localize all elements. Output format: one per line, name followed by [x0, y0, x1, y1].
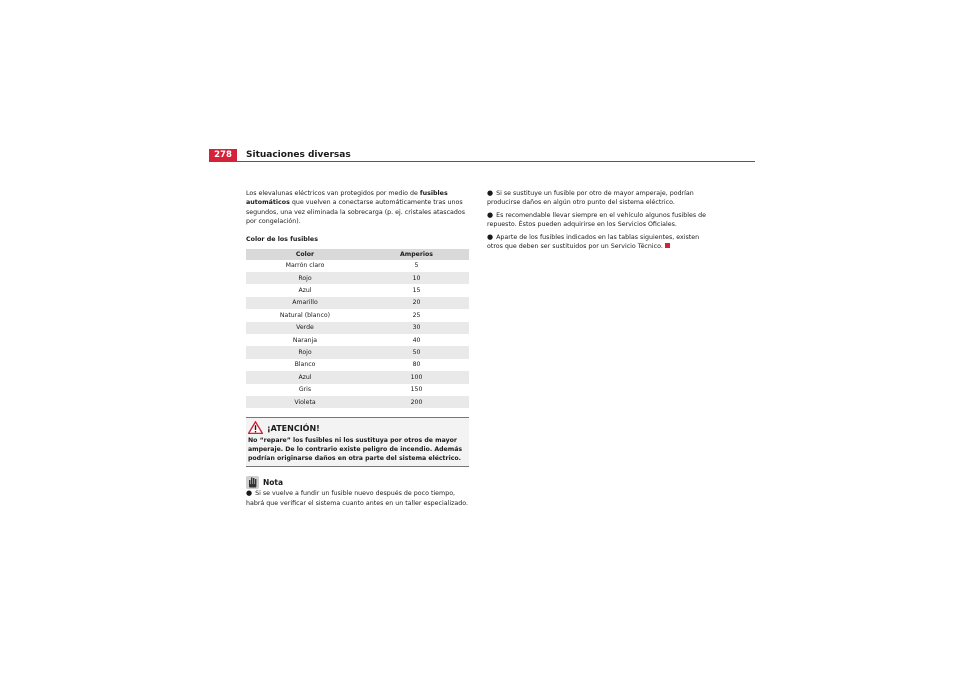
note-bullet-text: Si se vuelve a fundir un fusible nuevo después de poco tiempo, habrá que verificar el sistema cuanto antes en un taller especializado. — [246, 490, 468, 507]
cell-amperes: 10 — [364, 272, 469, 284]
column-header-amperes: Amperios — [364, 249, 469, 260]
cell-amperes: 200 — [364, 396, 469, 408]
note-hand-icon — [246, 476, 259, 489]
table-row — [246, 322, 469, 334]
table-row — [246, 260, 469, 272]
warning-header — [248, 421, 467, 435]
bullet-dot-icon: ● — [246, 489, 253, 498]
bullet-dot-icon: ● — [487, 232, 494, 241]
cell-amperes: 100 — [364, 371, 469, 383]
cell-color: Violeta — [246, 396, 364, 408]
warning-title: ¡ATENCIÓN! — [267, 423, 320, 433]
cell-color: Rojo — [246, 346, 364, 358]
intro-paragraph — [246, 189, 469, 227]
cell-amperes: 5 — [414, 262, 419, 270]
list-item — [487, 233, 710, 252]
list-item-text: Aparte de los fusibles indicados en las tablas siguientes, existen otros que deben ser sustituidos por un Servicio Técnico. — [487, 233, 700, 251]
fuse-color-heading: Color de los fusibles — [246, 235, 318, 243]
right-column — [487, 189, 710, 254]
cell-amperes: 20 — [364, 297, 469, 309]
cell-amperes: 80 — [412, 361, 421, 369]
cell-amperes: 40 — [412, 336, 421, 344]
cell-color: Naranja — [292, 336, 318, 344]
note-bullet — [246, 489, 469, 508]
cell-amperes: 15 — [412, 287, 421, 295]
cell-amperes: 150 — [410, 386, 423, 394]
page-number: 278 — [209, 149, 237, 162]
cell-color: Amarillo — [246, 297, 364, 309]
intro-text-start: Los elevalunas eléctricos van protegidos por medio de — [246, 190, 420, 197]
list-item-text: Si se sustituye un fusible por otro de mayor amperaje, podrían producirse daños en algún otro punto del sistema eléctrico. — [487, 190, 694, 207]
table-row — [246, 297, 469, 309]
cell-color: Blanco — [294, 361, 316, 369]
table-row — [246, 396, 469, 408]
note-title: Nota — [263, 477, 284, 487]
warning-triangle-icon — [248, 419, 263, 438]
cell-color: Azul — [298, 287, 312, 295]
bullet-dot-icon: ● — [487, 189, 494, 197]
table-row — [246, 309, 469, 321]
table-row — [246, 371, 469, 383]
intro-bold-term: fusibles automáticos — [246, 190, 448, 207]
cell-amperes: 30 — [364, 322, 469, 334]
page-header — [209, 149, 755, 162]
list-item-text: Es recomendable llevar siempre en el vehículo algunos fusibles de repuesto. Éstos pueden adquirirse en los Servicios Oficiales. — [487, 211, 707, 229]
intro-text-end: que vuelven a conectarse automáticamente tras unos segundos, una vez eliminada la sobrecarga (p. ej. cristales atascados por congelación). — [246, 199, 466, 226]
list-item — [487, 189, 710, 208]
header-divider — [209, 161, 755, 162]
cell-color: Gris — [298, 386, 312, 394]
cell-color: Verde — [246, 322, 364, 334]
table-row — [246, 272, 469, 284]
warning-text: No “repare” los fusibles ni los sustituya por otros de mayor amperaje. De lo contrario existe peligro de incendio. Además podrían originarse daños en otra parte del sistema eléctrico. — [248, 437, 463, 463]
table-row — [246, 359, 469, 371]
cell-amperes: 25 — [412, 311, 421, 319]
fuse-color-table — [246, 249, 469, 409]
table-row — [246, 284, 469, 296]
table-row — [246, 334, 469, 346]
column-header-color: Color — [246, 249, 364, 260]
table-row — [246, 346, 469, 358]
cell-color: Rojo — [246, 272, 364, 284]
note-header — [246, 475, 469, 489]
left-column — [246, 189, 469, 511]
section-title: Situaciones diversas — [246, 150, 351, 160]
table-header-row — [246, 249, 469, 260]
cell-color: Azul — [246, 371, 364, 383]
section-end-marker-icon — [665, 243, 670, 248]
bullet-dot-icon: ● — [487, 210, 494, 219]
cell-color: Natural (blanco) — [279, 311, 331, 319]
warning-box — [246, 417, 469, 467]
table-row — [246, 384, 469, 396]
cell-color: Marrón claro — [285, 262, 325, 270]
list-item — [487, 211, 710, 230]
cell-amperes: 50 — [364, 346, 469, 358]
